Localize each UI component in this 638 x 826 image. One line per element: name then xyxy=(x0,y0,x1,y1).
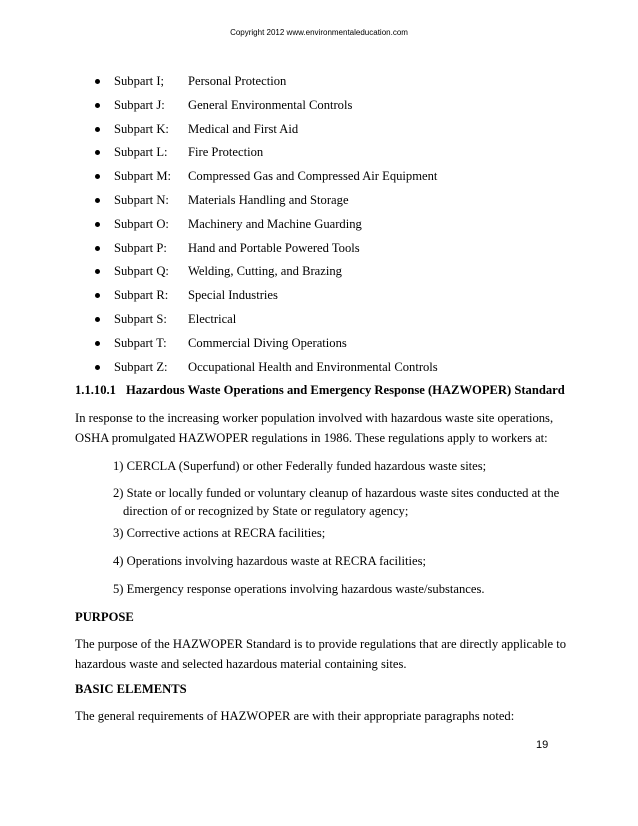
section-title: Hazardous Waste Operations and Emergency Response (HAZWOPER) Standard xyxy=(125,383,565,397)
subpart-code: Subpart Z: xyxy=(114,359,168,374)
subpart-title: Commercial Diving Operations xyxy=(188,335,347,350)
basic-elements-heading: BASIC ELEMENTS xyxy=(75,682,187,696)
subpart-code: Subpart J: xyxy=(114,97,165,112)
numbered-item-continuation: direction of or recognized by State or regulatory agency; xyxy=(123,504,409,518)
numbered-item-text: 2) State or locally funded or voluntary cleanup of hazardous waste sites conducted at the xyxy=(113,486,560,500)
numbered-item xyxy=(113,484,559,520)
section-heading xyxy=(75,380,565,400)
subpart-code: Subpart S: xyxy=(114,311,167,326)
bullet-icon xyxy=(95,269,100,274)
bullet-icon xyxy=(95,246,100,251)
numbered-item xyxy=(113,552,426,570)
subpart-code: Subpart K: xyxy=(114,121,169,136)
subpart-title: Hand and Portable Powered Tools xyxy=(188,240,360,255)
subpart-title: General Environmental Controls xyxy=(188,97,353,112)
bullet-icon xyxy=(95,222,100,227)
subpart-title: Special Industries xyxy=(188,288,278,303)
subpart-title: Compressed Gas and Compressed Air Equipment xyxy=(188,169,438,184)
subpart-code: Subpart L: xyxy=(114,145,168,160)
page-number: 19 xyxy=(536,739,549,751)
purpose-line-1: The purpose of the HAZWOPER Standard is to provide regulations that are directly applicable to xyxy=(75,637,567,651)
bullet-icon xyxy=(95,79,100,84)
bullet-icon xyxy=(95,174,100,179)
subpart-title: Welding, Cutting, and Brazing xyxy=(188,264,342,279)
numbered-item xyxy=(113,524,325,542)
bullet-icon xyxy=(95,198,100,203)
bullet-icon xyxy=(95,365,100,370)
numbered-item-text: 1) CERCLA (Superfund) or other Federally funded hazardous waste sites; xyxy=(113,459,487,473)
subpart-code: Subpart M: xyxy=(114,169,172,184)
purpose-line-2: hazardous waste and selected hazardous material containing sites. xyxy=(75,657,407,671)
subpart-title: Occupational Health and Environmental Controls xyxy=(188,359,438,374)
numbered-item-text: 4) Operations involving hazardous waste at RECRA facilities; xyxy=(113,554,427,568)
numbered-item-text: 5) Emergency response operations involving hazardous waste/substances. xyxy=(113,582,485,596)
subpart-title: Personal Protection xyxy=(188,74,287,88)
subpart-code: Subpart P: xyxy=(114,240,167,255)
subpart-title: Fire Protection xyxy=(188,145,264,160)
bullet-icon xyxy=(95,341,100,346)
section-number: 1.1.10.1 xyxy=(75,383,116,397)
numbered-item-text: 3) Corrective actions at RECRA facilities; xyxy=(113,526,326,540)
basic-elements-paragraph: The general requirements of HAZWOPER are with their appropriate paragraphs noted: xyxy=(75,709,515,723)
subpart-code: Subpart R: xyxy=(114,288,169,303)
bullet-icon xyxy=(95,293,100,298)
subpart-title: Machinery and Machine Guarding xyxy=(188,216,362,231)
intro-paragraph xyxy=(75,408,570,448)
numbered-item xyxy=(113,457,486,475)
bullet-icon xyxy=(95,127,100,132)
purpose-paragraph xyxy=(75,634,570,674)
bullet-icon xyxy=(95,103,100,108)
intro-line-1: In response to the increasing worker population involved with hazardous waste site operations, xyxy=(75,411,554,425)
subpart-code: Subpart N: xyxy=(114,192,169,207)
bullet-icon xyxy=(95,150,100,155)
purpose-heading: PURPOSE xyxy=(75,610,134,624)
subpart-code: Subpart Q: xyxy=(114,264,169,279)
copyright-header: Copyright 2012 www.environmentaleducation.com xyxy=(230,28,408,37)
numbered-item xyxy=(113,580,485,598)
subpart-title: Electrical xyxy=(188,311,237,326)
subpart-code: Subpart T: xyxy=(114,335,167,350)
subpart-code: Subpart O: xyxy=(114,216,169,231)
subpart-title: Materials Handling and Storage xyxy=(188,192,349,207)
subpart-title: Medical and First Aid xyxy=(188,121,299,136)
bullet-icon xyxy=(95,317,100,322)
subpart-code: Subpart I; xyxy=(114,74,165,88)
intro-line-2: OSHA promulgated HAZWOPER regulations in 1986. These regulations apply to workers at: xyxy=(75,431,548,445)
